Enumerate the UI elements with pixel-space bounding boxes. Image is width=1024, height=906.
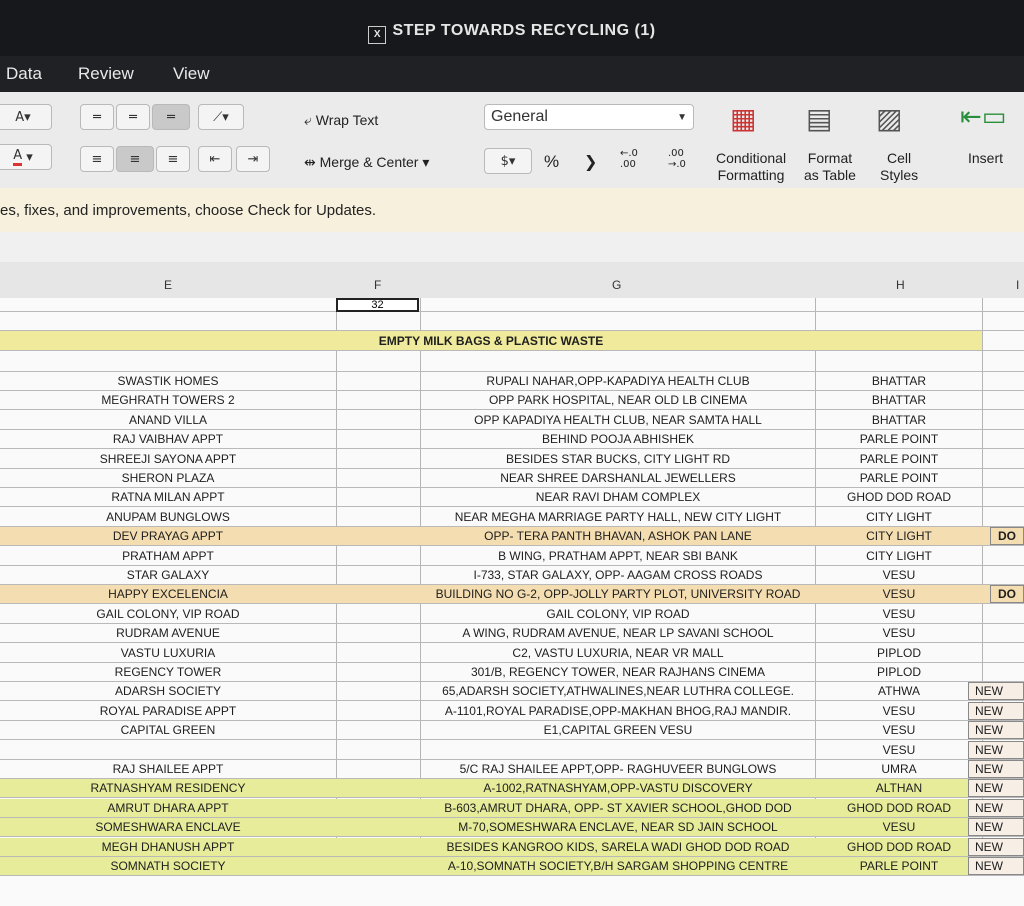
empty-cell[interactable]: [337, 663, 420, 681]
area-cell[interactable]: ALTHAN: [875, 781, 923, 795]
empty-cell[interactable]: [337, 624, 420, 642]
society-name-cell[interactable]: SWASTIK HOMES: [117, 374, 219, 388]
status-cell[interactable]: NEW: [968, 760, 1024, 778]
table-row[interactable]: [0, 644, 1024, 663]
empty-cell[interactable]: [337, 605, 420, 623]
area-cell[interactable]: GHOD DOD ROAD: [846, 801, 951, 815]
address-cell[interactable]: BEHIND POOJA ABHISHEK: [541, 432, 695, 446]
area-cell[interactable]: GHOD DOD ROAD: [846, 840, 951, 854]
area-cell[interactable]: PARLE POINT: [859, 471, 939, 485]
empty-cell[interactable]: [337, 799, 420, 817]
table-row[interactable]: [0, 818, 1024, 837]
conditional-formatting-button[interactable]: Conditional Formatting: [716, 150, 787, 183]
insert-icon: ⇤▭: [960, 102, 1007, 132]
empty-cell[interactable]: [337, 430, 420, 448]
society-name-cell[interactable]: VASTU LUXURIA: [120, 646, 216, 660]
society-name-cell[interactable]: MEGHRATH TOWERS 2: [101, 393, 235, 407]
status-cell[interactable]: NEW: [968, 741, 1024, 759]
table-row[interactable]: [0, 663, 1024, 682]
decrease-decimal-button[interactable]: .00 →.0: [668, 148, 686, 170]
status-cell[interactable]: NEW: [968, 838, 1024, 856]
cell-styles-button[interactable]: Cell Styles: [880, 150, 919, 183]
status-cell[interactable]: NEW: [968, 779, 1024, 797]
society-name-cell[interactable]: RATNASHYAM RESIDENCY: [90, 781, 246, 795]
status-cell[interactable]: [968, 430, 1024, 448]
empty-cell[interactable]: [337, 838, 420, 856]
update-message-bar: [0, 188, 1024, 233]
empty-cell[interactable]: [337, 702, 420, 720]
society-name-cell[interactable]: SOMESHWARA ENCLAVE: [95, 820, 241, 834]
status-cell[interactable]: DO: [990, 527, 1024, 545]
address-cell[interactable]: 65,ADARSH SOCIETY,ATHWALINES,NEAR LUTHRA COLLEGE.: [442, 684, 794, 698]
tab-data[interactable]: Data: [6, 64, 42, 83]
accounting-format-button[interactable]: $▾: [484, 148, 532, 174]
address-cell[interactable]: A-1101,ROYAL PARADISE,OPP-MAKHAN BHOG,RAJ MANDIR.: [444, 704, 792, 718]
table-row[interactable]: [0, 372, 1024, 391]
table-row[interactable]: [0, 702, 1024, 721]
address-cell[interactable]: C2, VASTU LUXURIA, NEAR VR MALL: [512, 646, 724, 660]
society-name-cell[interactable]: ADARSH SOCIETY: [114, 684, 222, 698]
area-cell[interactable]: ATHWA: [878, 684, 920, 698]
society-name-cell[interactable]: PRATHAM APPT: [122, 549, 214, 563]
address-cell[interactable]: BUILDING NO G-2, OPP-JOLLY PARTY PLOT, UNIVERSITY ROAD: [435, 587, 801, 601]
status-cell[interactable]: [968, 566, 1024, 584]
align-bottom-button[interactable]: ═: [152, 104, 190, 130]
address-cell[interactable]: E1,CAPITAL GREEN VESU: [543, 723, 693, 737]
society-name-cell[interactable]: GAIL COLONY, VIP ROAD: [96, 607, 240, 621]
align-right-button[interactable]: ≡: [156, 146, 190, 172]
chevron-down-icon: ▼: [677, 111, 687, 123]
insert-button[interactable]: Insert: [968, 150, 1004, 166]
excel-file-icon: X: [368, 26, 386, 44]
address-cell[interactable]: A WING, RUDRAM AVENUE, NEAR LP SAVANI SCHOOL: [462, 626, 774, 640]
society-name-cell[interactable]: HAPPY EXCELENCIA: [108, 587, 228, 601]
address-cell[interactable]: NEAR SHREE DARSHANLAL JEWELLERS: [500, 471, 736, 485]
area-cell[interactable]: BHATTAR: [871, 374, 927, 388]
column-header-e[interactable]: E: [164, 278, 173, 292]
area-cell[interactable]: CITY LIGHT: [866, 549, 932, 563]
empty-cell[interactable]: [337, 508, 420, 526]
merge-icon: ⇹: [304, 155, 316, 171]
address-cell[interactable]: BESIDES KANGROO KIDS, SARELA WADI GHOD DOD ROAD: [446, 840, 790, 854]
society-name-cell[interactable]: [0, 741, 336, 759]
address-cell[interactable]: I-733, STAR GALAXY, OPP- AAGAM CROSS ROADS: [473, 568, 763, 582]
society-name-cell[interactable]: MEGH DHANUSH APPT: [101, 840, 235, 854]
status-cell[interactable]: [968, 547, 1024, 565]
table-row[interactable]: [0, 547, 1024, 566]
comma-style-button[interactable]: ❯: [584, 152, 598, 171]
society-name-cell[interactable]: ROYAL PARADISE APPT: [99, 704, 237, 718]
area-cell[interactable]: VESU: [882, 626, 916, 640]
align-center-button[interactable]: ≡: [116, 146, 154, 172]
society-name-cell[interactable]: ANUPAM BUNGLOWS: [106, 510, 230, 524]
area-cell[interactable]: CITY LIGHT: [866, 529, 932, 543]
area-cell[interactable]: PIPLOD: [876, 646, 921, 660]
empty-cell[interactable]: [337, 857, 420, 875]
society-name-cell[interactable]: RATNA MILAN APPT: [111, 490, 225, 504]
table-row[interactable]: [0, 682, 1024, 701]
status-cell[interactable]: NEW: [968, 799, 1024, 817]
conditional-formatting-icon: ▦: [730, 102, 757, 135]
address-cell[interactable]: NEAR RAVI DHAM COMPLEX: [535, 490, 701, 504]
society-name-cell[interactable]: RAJ SHAILEE APPT: [112, 762, 224, 776]
orientation-button[interactable]: ⟋▾: [198, 104, 244, 130]
wrap-text-button[interactable]: [304, 112, 378, 129]
society-name-cell[interactable]: ANAND VILLA: [128, 413, 208, 427]
increase-indent-button[interactable]: ⇥: [236, 146, 270, 172]
table-row[interactable]: [0, 508, 1024, 527]
table-row[interactable]: [0, 799, 1024, 818]
society-name-cell[interactable]: RUDRAM AVENUE: [116, 626, 220, 640]
status-cell[interactable]: NEW: [968, 682, 1024, 700]
update-message-text: es, fixes, and improvements, choose Check for Updates.: [0, 202, 377, 219]
table-row[interactable]: [0, 741, 1024, 760]
status-cell[interactable]: NEW: [968, 818, 1024, 836]
area-cell[interactable]: VESU: [882, 704, 916, 718]
table-row[interactable]: [0, 760, 1024, 779]
status-cell[interactable]: [968, 488, 1024, 506]
title-bar: [0, 0, 1024, 56]
area-cell[interactable]: VESU: [882, 743, 916, 757]
cell-styles-icon: ▨: [876, 102, 903, 135]
status-cell[interactable]: [968, 450, 1024, 468]
formula-bar-area: [0, 232, 1024, 262]
table-row[interactable]: [0, 566, 1024, 585]
area-cell[interactable]: BHATTAR: [871, 413, 927, 427]
align-top-button[interactable]: ═: [80, 104, 114, 130]
empty-cell[interactable]: [337, 566, 420, 584]
table-row[interactable]: [0, 312, 1024, 331]
address-cell[interactable]: [421, 741, 815, 759]
section-banner[interactable]: EMPTY MILK BAGS & PLASTIC WASTE: [0, 331, 982, 350]
society-name-cell[interactable]: REGENCY TOWER: [114, 665, 222, 679]
status-cell[interactable]: [968, 411, 1024, 429]
selected-cell[interactable]: 32: [336, 298, 419, 312]
format-as-table-icon: ▤: [806, 102, 833, 135]
area-cell[interactable]: CITY LIGHT: [866, 510, 932, 524]
table-row[interactable]: [0, 585, 1024, 604]
address-cell[interactable]: OPP PARK HOSPITAL, NEAR OLD LB CINEMA: [488, 393, 748, 407]
wrap-text-icon: ⤶: [304, 113, 312, 129]
address-cell[interactable]: A-1002,RATNASHYAM,OPP-VASTU DISCOVERY: [483, 781, 753, 795]
society-name-cell[interactable]: RAJ VAIBHAV APPT: [112, 432, 224, 446]
status-cell[interactable]: [968, 391, 1024, 409]
area-cell[interactable]: GHOD DOD ROAD: [846, 490, 951, 504]
empty-cell[interactable]: [337, 585, 420, 603]
number-format-value: General: [491, 108, 548, 125]
address-cell[interactable]: A-10,SOMNATH SOCIETY,B/H SARGAM SHOPPING CENTRE: [447, 859, 789, 873]
column-header-g[interactable]: G: [612, 278, 622, 292]
society-name-cell[interactable]: AMRUT DHARA APPT: [107, 801, 229, 815]
table-row[interactable]: [0, 624, 1024, 643]
status-cell[interactable]: [968, 663, 1024, 681]
society-name-cell[interactable]: SHERON PLAZA: [121, 471, 215, 485]
area-cell[interactable]: BHATTAR: [871, 393, 927, 407]
ribbon-toolbar: [0, 92, 1024, 189]
area-cell[interactable]: PIPLOD: [876, 665, 921, 679]
area-cell[interactable]: VESU: [882, 607, 916, 621]
wrap-text-label: Wrap Text: [315, 112, 379, 128]
column-header-h[interactable]: H: [896, 278, 905, 292]
status-cell[interactable]: NEW: [968, 857, 1024, 875]
status-cell[interactable]: [968, 508, 1024, 526]
area-cell[interactable]: PARLE POINT: [859, 432, 939, 446]
empty-cell[interactable]: [337, 450, 420, 468]
address-cell[interactable]: B WING, PRATHAM APPT, NEAR SBI BANK: [498, 549, 738, 563]
spreadsheet-grid[interactable]: [0, 298, 1024, 906]
area-cell[interactable]: VESU: [882, 568, 916, 582]
empty-cell[interactable]: [337, 760, 420, 778]
table-row[interactable]: [0, 430, 1024, 449]
column-header-f[interactable]: F: [374, 278, 382, 292]
table-row[interactable]: [0, 605, 1024, 624]
empty-cell[interactable]: [337, 779, 420, 797]
table-row[interactable]: [0, 298, 1024, 312]
status-cell[interactable]: [968, 372, 1024, 390]
area-cell[interactable]: UMRA: [881, 762, 917, 776]
address-cell[interactable]: GAIL COLONY, VIP ROAD: [546, 607, 690, 621]
status-cell[interactable]: [968, 644, 1024, 662]
address-cell[interactable]: OPP KAPADIYA HEALTH CLUB, NEAR SAMTA HALL: [474, 413, 762, 427]
society-name-cell[interactable]: DEV PRAYAG APPT: [112, 529, 224, 543]
empty-cell[interactable]: [337, 818, 420, 836]
area-cell[interactable]: PARLE POINT: [859, 452, 939, 466]
font-color-button[interactable]: A ▾: [0, 144, 52, 170]
empty-cell[interactable]: [337, 488, 420, 506]
table-row[interactable]: [0, 721, 1024, 740]
empty-cell[interactable]: [337, 391, 420, 409]
column-header-i[interactable]: I: [1016, 278, 1020, 292]
address-cell[interactable]: BESIDES STAR BUCKS, CITY LIGHT RD: [505, 452, 731, 466]
area-cell[interactable]: VESU: [882, 820, 916, 834]
format-as-table-button[interactable]: Format as Table: [804, 150, 856, 183]
table-row[interactable]: [0, 450, 1024, 469]
font-size-decrease-button[interactable]: A▾: [0, 104, 52, 130]
column-headers: [0, 262, 1024, 299]
status-cell[interactable]: NEW: [968, 702, 1024, 720]
area-cell[interactable]: VESU: [882, 587, 916, 601]
status-cell[interactable]: [968, 469, 1024, 487]
align-middle-button[interactable]: ═: [116, 104, 150, 130]
window-title: [0, 22, 1024, 44]
area-cell[interactable]: VESU: [882, 723, 916, 737]
percent-style-button[interactable]: %: [544, 152, 560, 171]
number-format-select[interactable]: [484, 104, 694, 130]
status-cell[interactable]: DO: [990, 585, 1024, 603]
tab-view[interactable]: View: [173, 64, 210, 83]
table-row[interactable]: [0, 488, 1024, 507]
empty-cell[interactable]: [337, 721, 420, 739]
table-row[interactable]: [0, 351, 1024, 372]
empty-cell[interactable]: [337, 469, 420, 487]
empty-cell[interactable]: [337, 644, 420, 662]
area-cell[interactable]: PARLE POINT: [859, 859, 939, 873]
society-name-cell[interactable]: SOMNATH SOCIETY: [110, 859, 226, 873]
empty-cell[interactable]: [337, 682, 420, 700]
address-cell[interactable]: 5/C RAJ SHAILEE APPT,OPP- RAGHUVEER BUNGLOWS: [459, 762, 777, 776]
align-left-button[interactable]: ≡: [80, 146, 114, 172]
merge-center-button[interactable]: ⇹ Merge & Center ▾: [304, 154, 430, 171]
table-row[interactable]: [0, 779, 1024, 798]
status-cell[interactable]: [968, 605, 1024, 623]
address-cell[interactable]: OPP- TERA PANTH BHAVAN, ASHOK PAN LANE: [484, 529, 752, 543]
ribbon-tabs: [0, 56, 1024, 92]
table-row[interactable]: [0, 857, 1024, 876]
address-cell[interactable]: 301/B, REGENCY TOWER, NEAR RAJHANS CINEMA: [470, 665, 766, 679]
address-cell[interactable]: RUPALI NAHAR,OPP-KAPADIYA HEALTH CLUB: [486, 374, 750, 388]
society-name-cell[interactable]: STAR GALAXY: [126, 568, 210, 582]
status-cell[interactable]: NEW: [968, 721, 1024, 739]
empty-cell[interactable]: [337, 527, 420, 545]
empty-cell[interactable]: [337, 741, 420, 759]
society-name-cell[interactable]: CAPITAL GREEN: [120, 723, 216, 737]
empty-cell[interactable]: [337, 547, 420, 565]
tab-review[interactable]: Review: [78, 64, 134, 83]
table-row[interactable]: [0, 391, 1024, 410]
window-title-text: STEP TOWARDS RECYCLING (1): [392, 22, 656, 39]
address-cell[interactable]: M-70,SOMESHWARA ENCLAVE, NEAR SD JAIN SCHOOL: [458, 820, 778, 834]
society-name-cell[interactable]: SHREEJI SAYONA APPT: [99, 452, 237, 466]
table-row[interactable]: [0, 331, 1024, 351]
address-cell[interactable]: NEAR MEGHA MARRIAGE PARTY HALL, NEW CITY LIGHT: [454, 510, 782, 524]
status-cell[interactable]: [968, 624, 1024, 642]
increase-decimal-button[interactable]: ←.0 .00: [620, 148, 638, 170]
merge-center-label: Merge & Center: [319, 154, 419, 170]
empty-cell[interactable]: [337, 372, 420, 390]
table-row[interactable]: [0, 469, 1024, 488]
address-cell[interactable]: B-603,AMRUT DHARA, OPP- ST XAVIER SCHOOL,GHOD DOD: [444, 801, 792, 815]
table-row[interactable]: [0, 527, 1024, 546]
empty-cell[interactable]: [337, 411, 420, 429]
table-row[interactable]: [0, 411, 1024, 430]
table-row[interactable]: [0, 838, 1024, 857]
decrease-indent-button[interactable]: ⇤: [198, 146, 232, 172]
